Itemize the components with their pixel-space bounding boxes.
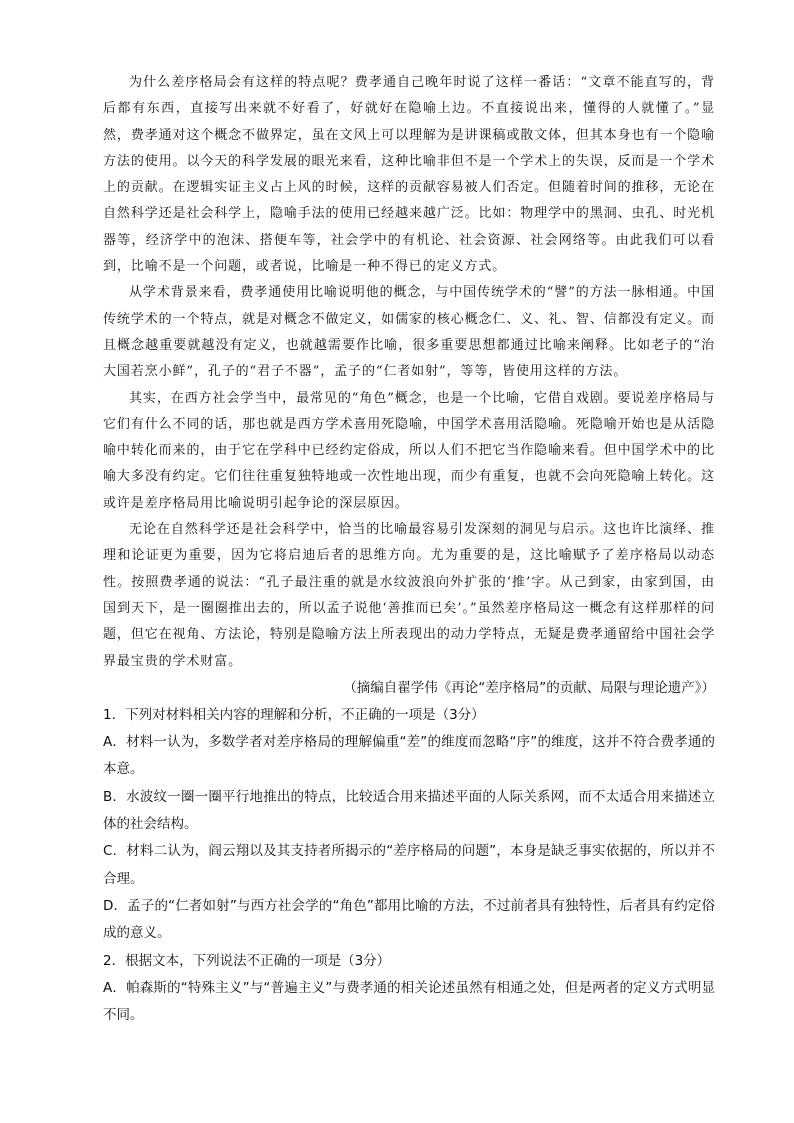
passage-paragraph-3: 其实，在西方社会学当中，最常见的“角色”概念，也是一个比喻，它借自戏剧。要说差序格局与它们有什么不同的话，那也就是西方学术喜用死隐喻，中国学术喜用活隐喻。死隐喻开始也是从活隐喻中转化而来的，由于它在学科中已经约定俗成，所以人们不把它当作隐喻来看。但中国学术中的比喻大多没有约定。它们往往重复独特地或一次性地出现，而少有重复，也就不会向死隐喻上转化。这或许是差序格局用比喻说明引起争论的深层原因。 <box>103 390 715 511</box>
passage-paragraph-4: 无论在自然科学还是社会科学中，恰当的比喻最容易引发深刻的洞见与启示。这也许比演绎、推理和论证更为重要，因为它将启迪后者的思维方向。尤为重要的是，这比喻赋予了差序格局以动态性。按照费孝通的说法：“孔子最注重的就是水纹波浪向外扩张的‘推’字。从己到家，由家到国，由国到天下，是一圈圈推出去的，所以孟子说他‘善推而已矣’。”虽然差序格局这一概念有这样那样的问题，但它在视角、方法论，特别是隐喻方法上所表现出的动力学特点，无疑是费孝通留给中国社会学界最宝贵的学术财富。 <box>103 522 715 669</box>
exam-page <box>103 70 715 1029</box>
question-1-option-d: D．孟子的“仁者如射”与西方社会学的“角色”都用比喻的方法，不过前者具有独特性，后者具有约定俗成的意义。 <box>103 897 715 942</box>
question-list <box>103 702 715 1030</box>
question-1-option-b: B．水波纹一圈一圈平行地推出的特点，比较适合用来描述平面的人际关系网，而不太适合用来描述立体的社会结构。 <box>103 788 715 833</box>
question-2-stem: 2．根据文本，下列说法不正确的一项是（3分） <box>103 952 391 969</box>
question-1-stem: 1．下列对材料相关内容的理解和分析，不正确的一项是（3分） <box>103 706 485 723</box>
passage-paragraph-2: 从学术背景来看，费孝通使用比喻说明他的概念，与中国传统学术的“譬”的方法一脉相通。中国传统学术的一个特点，就是对概念不做定义，如儒家的核心概念仁、义、礼、智、信都没有定义。而且概念越重要就越没有定义，也就越需要作比喻，很多重要思想都通过比喻来阐释。比如老子的“治大国若烹小鲜”，孔子的“君子不器”，孟子的“仁者如射”，等等，皆使用这样的方法。 <box>103 285 715 380</box>
passage-paragraph-1: 为什么差序格局会有这样的特点呢？费孝通自己晚年时说了这样一番话：“文章不能直写的，背后都有东西，直接写出来就不好看了，好就好在隐喻上边。不直接说出来，懂得的人就懂了。”显然，费孝通对这个概念不做界定，虽在文风上可以理解为是讲课稿或散文体，但其本身也有一个隐喻方法的使用。以今天的科学发展的眼光来看，这种比喻非但不是一个学术上的失误，反而是一个学术上的贡献。在逻辑实证主义占上风的时候，这样的贡献容易被人们否定。但随着时间的推移，无论在自然科学还是社会科学上，隐喻手法的使用已经越来越广泛。比如：物理学中的黑洞、虫孔、时光机器等，经济学中的泡沫、搭便车等，社会学中的有机论、社会资源、社会网络等。由此我们可以看到，比喻不是一个问题，或者说，比喻是一种不得已的定义方式。 <box>103 75 715 275</box>
question-1-option-a: A．材料一认为，多数学者对差序格局的理解偏重“差”的维度而忽略“序”的维度，这并不符合费孝通的本意。 <box>103 734 715 778</box>
passage-source: （摘编自翟学伟《再论“差序格局”的贡献、局限与理论遗产》） <box>343 679 715 696</box>
question-1-option-c: C．材料二认为，阎云翔以及其支持者所揭示的“差序格局的问题”，本身是缺乏事实依据的，所以并不合理。 <box>103 843 715 887</box>
question-2-option-a: A．帕森斯的“特殊主义”与“普遍主义”与费孝通的相关论述虽然有相通之处，但是两者的定义方式明显不同。 <box>103 979 715 1024</box>
reading-passage <box>103 70 715 675</box>
